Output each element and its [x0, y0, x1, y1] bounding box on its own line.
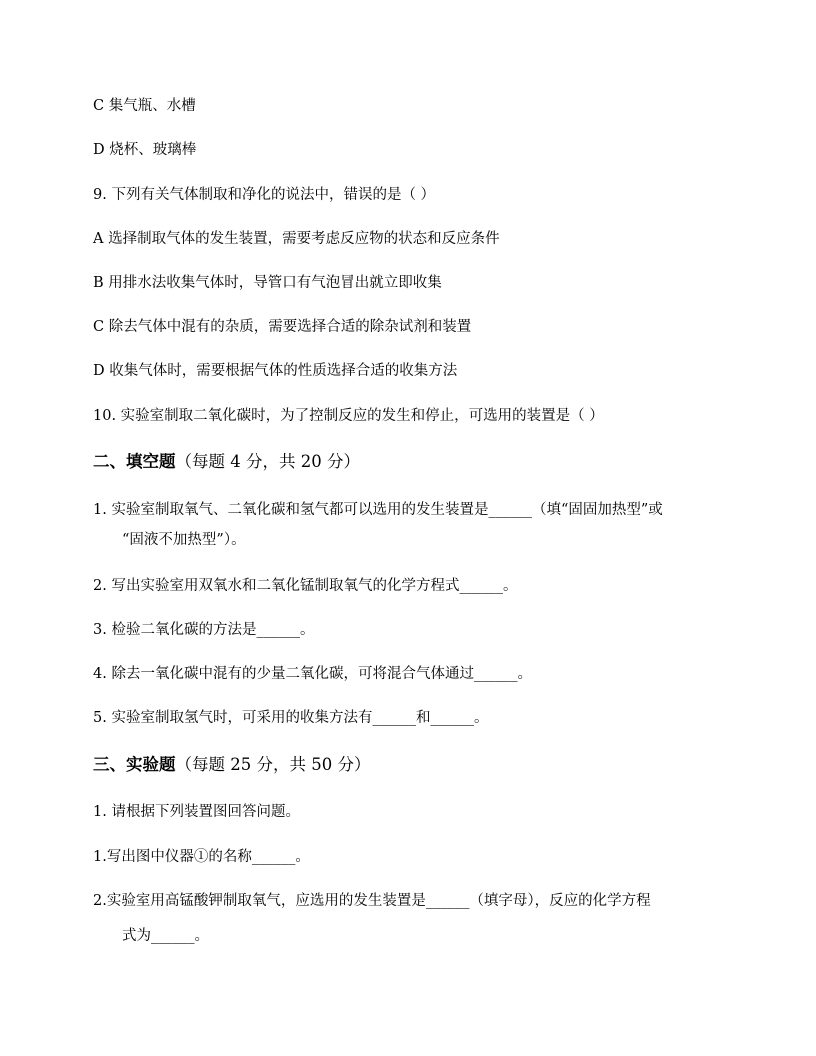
- section-3-heading: [93, 754, 370, 776]
- experiment-item-1: 1. 请根据下列装置图回答问题。: [93, 804, 300, 820]
- question-9-option-b: B 用排水法收集气体时，导管口有气泡冒出就立即收集: [93, 275, 442, 291]
- section-2-title: 二、填空题: [93, 452, 176, 471]
- fill-item-1-continued: “固液不加热型”）。: [122, 532, 246, 548]
- question-9-stem: 9. 下列有关气体制取和净化的说法中，错误的是（ ）: [93, 187, 436, 203]
- question-9-option-d: D 收集气体时，需要根据气体的性质选择合适的收集方法: [93, 363, 458, 379]
- experiment-subitem-1: 1.写出图中仪器①的名称______。: [93, 849, 310, 865]
- experiment-subitem-2: 2.实验室用高锰酸钾制取氧气，应选用的发生装置是______（填字母），反应的化学方程: [93, 893, 651, 909]
- fill-item-5: 5. 实验室制取氢气时，可采用的收集方法有______和______。: [93, 710, 489, 726]
- fill-item-4: 4. 除去一氧化碳中混有的少量二氧化碳，可将混合气体通过______。: [93, 666, 532, 682]
- question-9-option-a: A 选择制取气体的发生装置，需要考虑反应物的状态和反应条件: [93, 231, 500, 247]
- experiment-subitem-2-continued: 式为______。: [122, 928, 209, 944]
- section-3-title: 三、实验题: [93, 755, 176, 774]
- section-2-heading: [93, 451, 360, 473]
- fill-item-1: 1. 实验室制取氧气、二氧化碳和氢气都可以选用的发生装置是______（填“固固加热型”或: [93, 502, 663, 518]
- question-9-option-c: C 除去气体中混有的杂质，需要选择合适的除杂试剂和装置: [93, 319, 472, 335]
- section-2-note: （每题 4 分，共 20 分）: [175, 452, 360, 471]
- option-c-prev: C 集气瓶、水槽: [93, 98, 196, 114]
- fill-item-2: 2. 写出实验室用双氧水和二氧化锰制取氧气的化学方程式______。: [93, 578, 518, 594]
- option-d-prev: D 烧杯、玻璃棒: [93, 142, 197, 158]
- section-3-note: （每题 25 分，共 50 分）: [175, 755, 371, 774]
- question-10-stem: 10. 实验室制取二氧化碳时，为了控制反应的发生和停止，可选用的装置是（ ）: [93, 408, 604, 424]
- fill-item-3: 3. 检验二氧化碳的方法是______。: [93, 622, 315, 638]
